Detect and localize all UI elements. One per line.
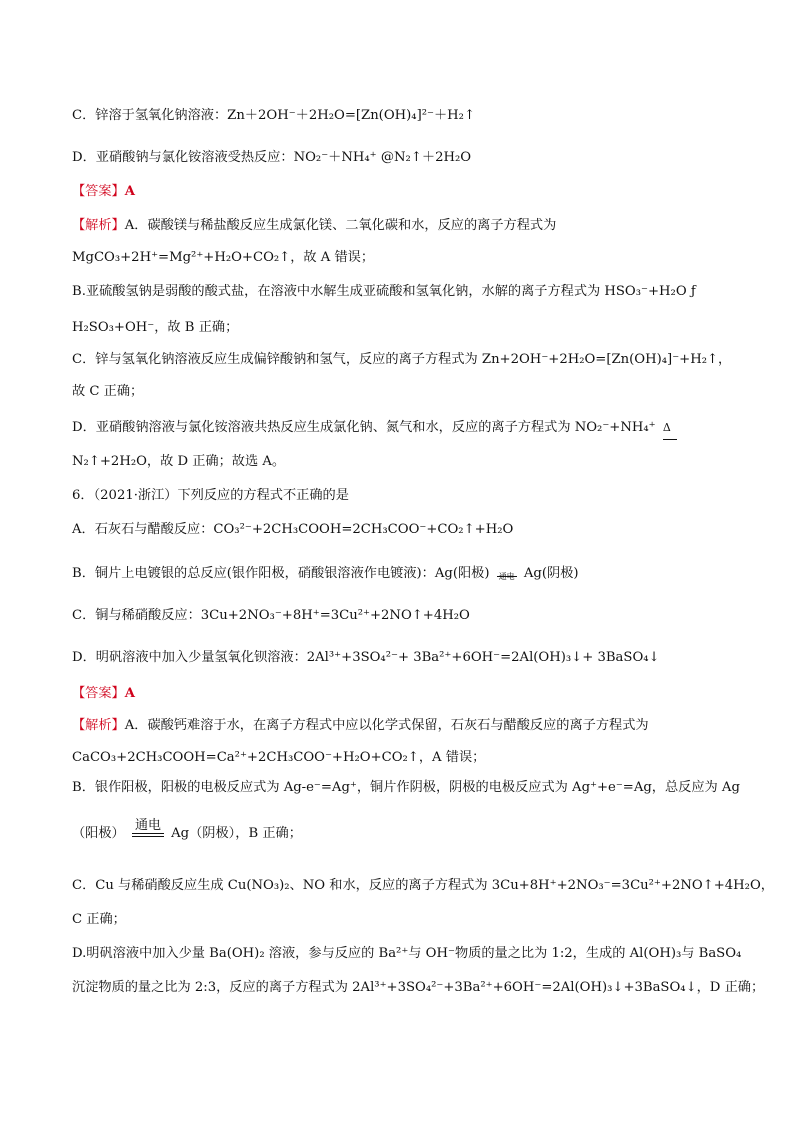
q6-analysis-b-line2: [72, 818, 732, 844]
electrolysis-condition: [132, 818, 164, 837]
q6-analysis-a-line1: [72, 716, 732, 736]
q6-analysis-a-line2: CaCO₃+2CH₃COOH=Ca²⁺+2CH₃COO⁻+H₂O+CO₂↑，A 错误；: [72, 750, 486, 765]
q6-stem: 6．（2021·浙江）下列反应的方程式不正确的是: [72, 488, 349, 503]
analysis-text: D．亚硝酸钠溶液与氯化铵溶液共热反应生成氯化钠、氮气和水，反应的离子方程式为 NO₂⁻+NH₄⁺: [72, 420, 656, 435]
analysis-tag: 【解析】: [72, 218, 125, 233]
heat-symbol: Δ: [662, 421, 671, 434]
answer-tag: 【答案】: [72, 184, 125, 199]
q5-analysis-b-line2: H₂SO₃+OH⁻，故 B 正确；: [72, 320, 239, 335]
q5-analysis-c-line2: 故 C 正确；: [72, 384, 144, 399]
q6-answer: [72, 684, 732, 704]
option-b-text-after: Ag(阴极): [523, 566, 579, 581]
analysis-text: A．碳酸镁与稀盐酸反应生成氯化镁、二氧化碳和水，反应的离子方程式为: [124, 218, 557, 233]
q6-analysis-d-line2: 沉淀物质的量之比为 2:3，反应的离子方程式为 2Al³⁺+3SO₄²⁻+3Ba²⁺+6OH⁻=2Al(OH)₃↓+3BaSO₄↓，D 正确；: [72, 980, 765, 995]
q5-analysis-a-line1: [72, 216, 732, 236]
analysis-text: A．碳酸钙难溶于水，在离子方程式中应以化学式保留，石灰石与醋酸反应的离子方程式为: [124, 718, 649, 733]
q5-answer: [72, 182, 732, 202]
q6-analysis-c-line2: C 正确；: [72, 912, 126, 927]
q6-analysis-d-line1: D.明矾溶液中加入少量 Ba(OH)₂ 溶液，参与反应的 Ba²⁺与 OH⁻物质的量之比为 1:2，生成的 Al(OH)₃与 BaSO₄: [72, 946, 742, 961]
answer-value: A: [124, 686, 135, 701]
q5-analysis-d-line2: N₂↑+2H₂O，故 D 正确；故选 A。: [72, 454, 286, 469]
analysis-tag: 【解析】: [72, 718, 125, 733]
option-b-text: B．铜片上电镀银的总反应(银作阳极，硝酸银溶液作电镀液)：Ag(阳极): [72, 566, 490, 581]
q5-analysis-b-line1: B.亚硫酸氢钠是弱酸的酸式盐，在溶液中水解生成亚硫酸和氢氧化钠，水解的离子方程式为 HSO₃⁻+H₂O ƒ: [72, 284, 696, 299]
q6-option-b: [72, 564, 732, 584]
q5-analysis-c-line1: C．锌与氢氧化钠溶液反应生成偏锌酸钠和氢气，反应的离子方程式为 Zn+2OH⁻+2H₂O=[Zn(OH)₄]⁻+H₂↑，: [72, 352, 732, 367]
q6-analysis-c-line1: C．Cu 与稀硝酸反应生成 Cu(NO₃)₂、NO 和水，反应的离子方程式为 3Cu+8H⁺+2NO₃⁻=3Cu²⁺+2NO↑+4H₂O，: [72, 878, 774, 893]
q6-option-c: C．铜与稀硝酸反应：3Cu+2NO₃⁻+8H⁺=3Cu²⁺+2NO↑+4H₂O: [72, 608, 470, 623]
heat-condition: [663, 418, 677, 440]
q5-option-c: C．锌溶于氢氧化钠溶液：Zn＋2OH⁻＋2H₂O=[Zn(OH)₄]²⁻＋H₂↑: [72, 108, 475, 123]
q6-option-d: D．明矾溶液中加入少量氢氧化钡溶液：2Al³⁺+3SO₄²⁻+ 3Ba²⁺+6OH⁻=2Al(OH)₃↓+ 3BaSO₄↓: [72, 650, 660, 665]
analysis-b-text: （阳极）: [72, 826, 125, 841]
q6-analysis-b-line1: B．银作阳极，阳极的电极反应式为 Ag-e⁻=Ag⁺，铜片作阴极，阴极的电极反应式为 Ag⁺+e⁻=Ag，总反应为 Ag: [72, 780, 740, 795]
answer-tag: 【答案】: [72, 686, 125, 701]
q5-analysis-a-line2: MgCO₃+2H⁺=Mg²⁺+H₂O+CO₂↑，故 A 错误；: [72, 250, 375, 265]
answer-value: A: [124, 184, 135, 199]
electrolysis-label: 通电: [498, 572, 515, 581]
q6-option-a: A．石灰石与醋酸反应：CO₃²⁻+2CH₃COOH=2CH₃COO⁻+CO₂↑+H₂O: [72, 522, 514, 537]
q5-option-d: D．亚硝酸钠与氯化铵溶液受热反应：NO₂⁻＋NH₄⁺ @N₂↑＋2H₂O: [72, 150, 472, 165]
electrolysis-label: 通电: [134, 818, 161, 833]
electrolysis-condition: [497, 572, 517, 581]
analysis-b-text-after: Ag（阴极），B 正确；: [171, 826, 302, 841]
q5-analysis-d-line1: [72, 418, 732, 440]
